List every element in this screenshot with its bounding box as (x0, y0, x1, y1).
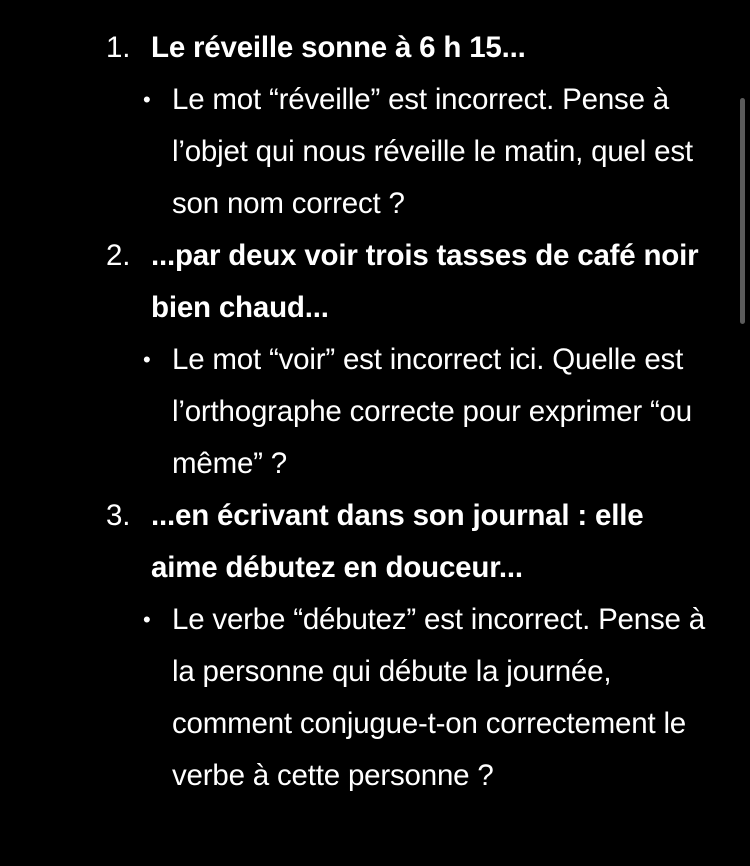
bullet-icon: • (143, 607, 151, 632)
list-item-number: 3. (106, 499, 131, 532)
hint-bullet (0, 334, 740, 490)
hint-bullet (0, 74, 740, 230)
vertical-scrollbar[interactable] (740, 98, 745, 324)
hint-text: Le mot “voir” est incorrect ici. Quelle est l’orthographe correcte pour exprimer “ou même” ? (172, 343, 692, 480)
bullet-icon: • (143, 87, 151, 112)
list-item-number: 2. (106, 239, 131, 272)
hint-text: Le mot “réveille” est incorrect. Pense à l’objet qui nous réveille le matin, quel est son nom correct ? (172, 83, 693, 220)
correction-list (0, 22, 740, 802)
hint-text: Le verbe “débutez” est incorrect. Pense à la personne qui débute la journée, comment conjugue-t-on correctement le verbe à cette personne ? (172, 603, 705, 792)
list-item (0, 22, 740, 74)
hint-bullet (0, 594, 740, 802)
list-item-number: 1. (106, 31, 131, 64)
list-item-text: ...en écrivant dans son journal : elle aime débutez en douceur... (151, 499, 644, 584)
list-item (0, 490, 740, 594)
list-item-text: ...par deux voir trois tasses de café noir bien chaud... (151, 239, 699, 324)
message-content (0, 22, 740, 802)
bullet-icon: • (143, 347, 151, 372)
list-item-text: Le réveille sonne à 6 h 15... (151, 31, 526, 64)
list-item (0, 230, 740, 334)
